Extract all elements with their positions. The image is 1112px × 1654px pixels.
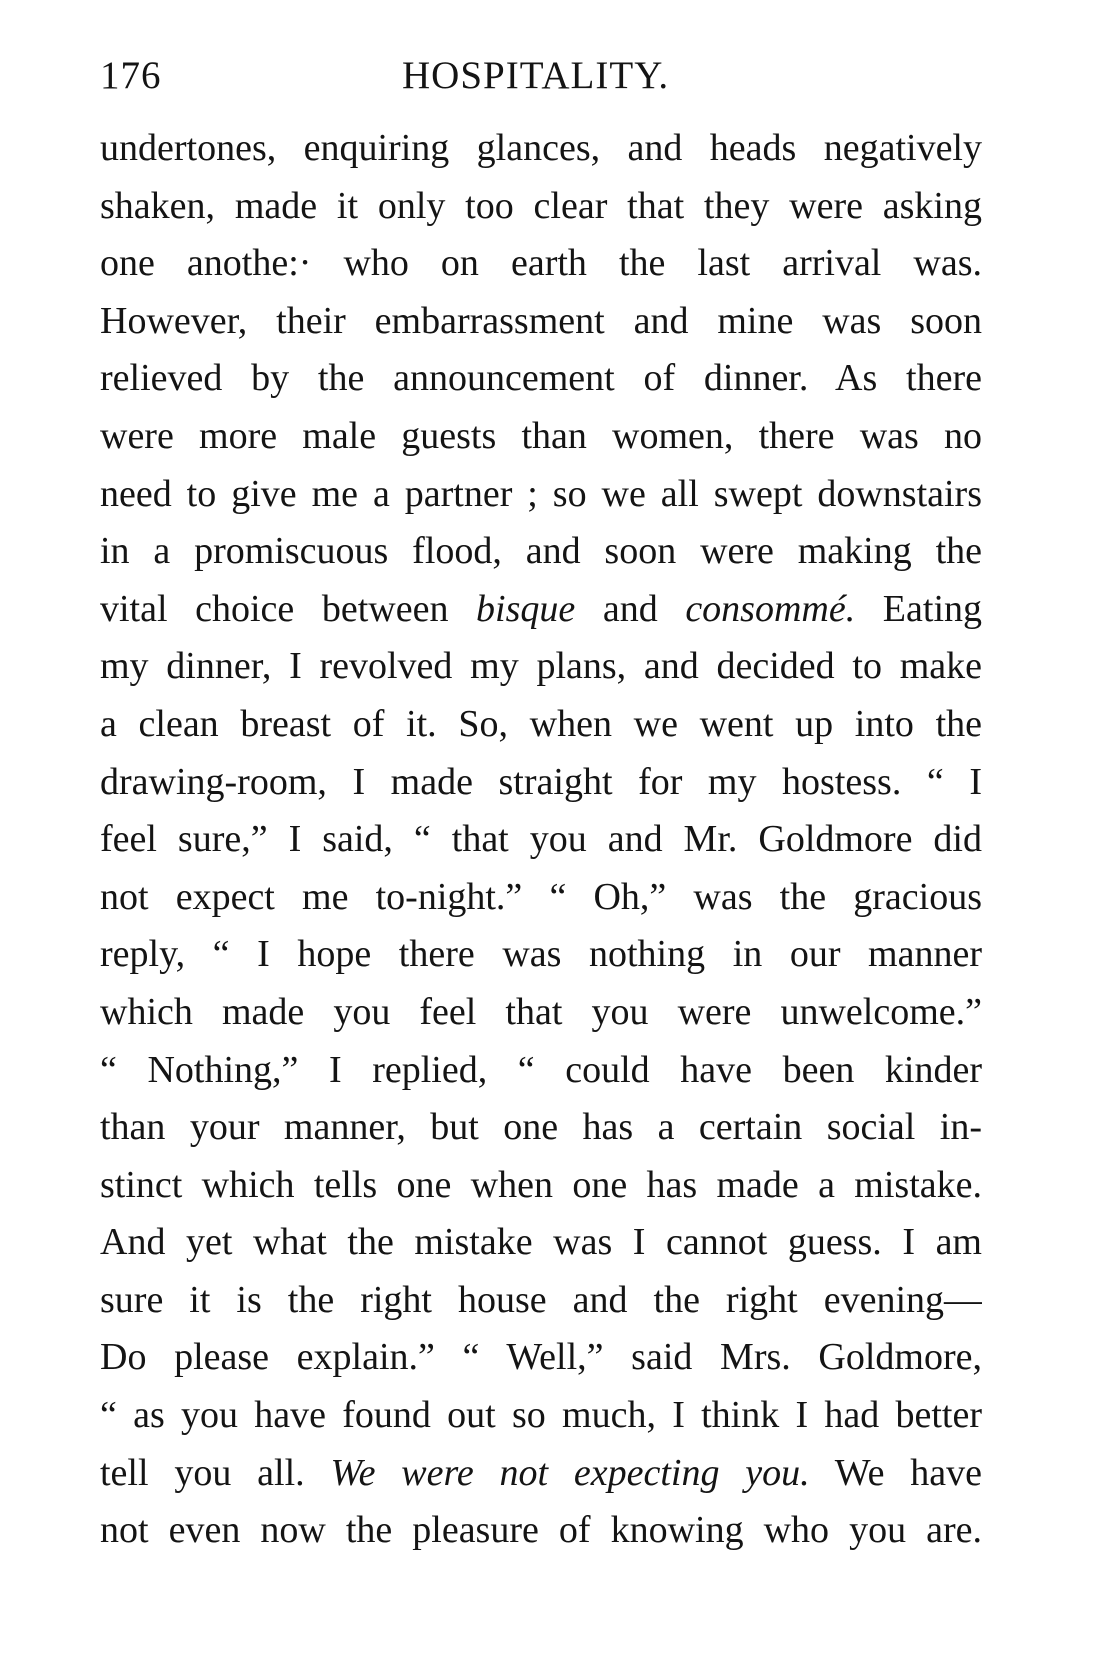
running-head — [100, 44, 1000, 108]
text-line: which made you feel that you were unwelcome.” — [100, 990, 982, 1033]
text-line: stinct which tells one when one has made a mistake. — [100, 1163, 982, 1206]
text-line: drawing-room, I made straight for my hostess. “ I — [100, 760, 982, 803]
text-segment: and — [575, 587, 686, 630]
page-number: 176 — [100, 54, 162, 97]
text-line: were more male guests than women, there was no — [100, 414, 982, 457]
text-line: a clean breast of it. So, when we went up into the — [100, 702, 982, 745]
text-line: shaken, made it only too clear that they were asking — [100, 184, 982, 227]
text-line: my dinner, I revolved my plans, and decided to make — [100, 645, 982, 688]
text-line: reply, “ I hope there was nothing in our manner — [100, 933, 982, 976]
text-line — [100, 1445, 982, 1503]
text-segment: Eating — [855, 587, 982, 630]
text-line: need to give me a partner ; so we all swept downstairs — [100, 472, 982, 515]
text-line: And yet what the mistake was I cannot guess. I am — [100, 1221, 982, 1264]
text-line: feel sure,” I said, “ that you and Mr. Goldmore did — [100, 818, 982, 861]
text-line: “ Nothing,” I replied, “ could have been kinder — [100, 1048, 982, 1091]
text-line: one anothe:· who on earth the last arrival was. — [100, 242, 982, 285]
text-segment: vital choice between — [100, 587, 477, 630]
text-line: sure it is the right house and the right evening— — [100, 1278, 982, 1321]
text-line: Do please explain.” “ Well,” said Mrs. Goldmore, — [100, 1336, 982, 1379]
text-segment: We have — [809, 1451, 982, 1494]
italic-text: consommé. — [685, 587, 856, 630]
italic-text: bisque — [476, 587, 576, 630]
text-line: relieved by the announcement of dinner. As there — [100, 357, 982, 400]
body-text — [100, 120, 982, 1560]
running-title: HOSPITALITY. — [402, 54, 670, 97]
text-line — [100, 581, 982, 639]
text-line: However, their embarrassment and mine was soon — [100, 299, 982, 342]
text-line: not expect me to-night.” “ Oh,” was the gracious — [100, 875, 982, 918]
text-segment: tell you all. — [100, 1451, 331, 1494]
text-line: not even now the pleasure of knowing who you are. — [100, 1509, 982, 1552]
text-line: in a promiscuous flood, and soon were making the — [100, 530, 982, 573]
italic-text: We were not expecting you. — [330, 1451, 810, 1494]
text-line: “ as you have found out so much, I think I had better — [100, 1394, 982, 1437]
text-line: than your manner, but one has a certain social in- — [100, 1106, 982, 1149]
text-line: undertones, enquiring glances, and heads negatively — [100, 127, 982, 169]
